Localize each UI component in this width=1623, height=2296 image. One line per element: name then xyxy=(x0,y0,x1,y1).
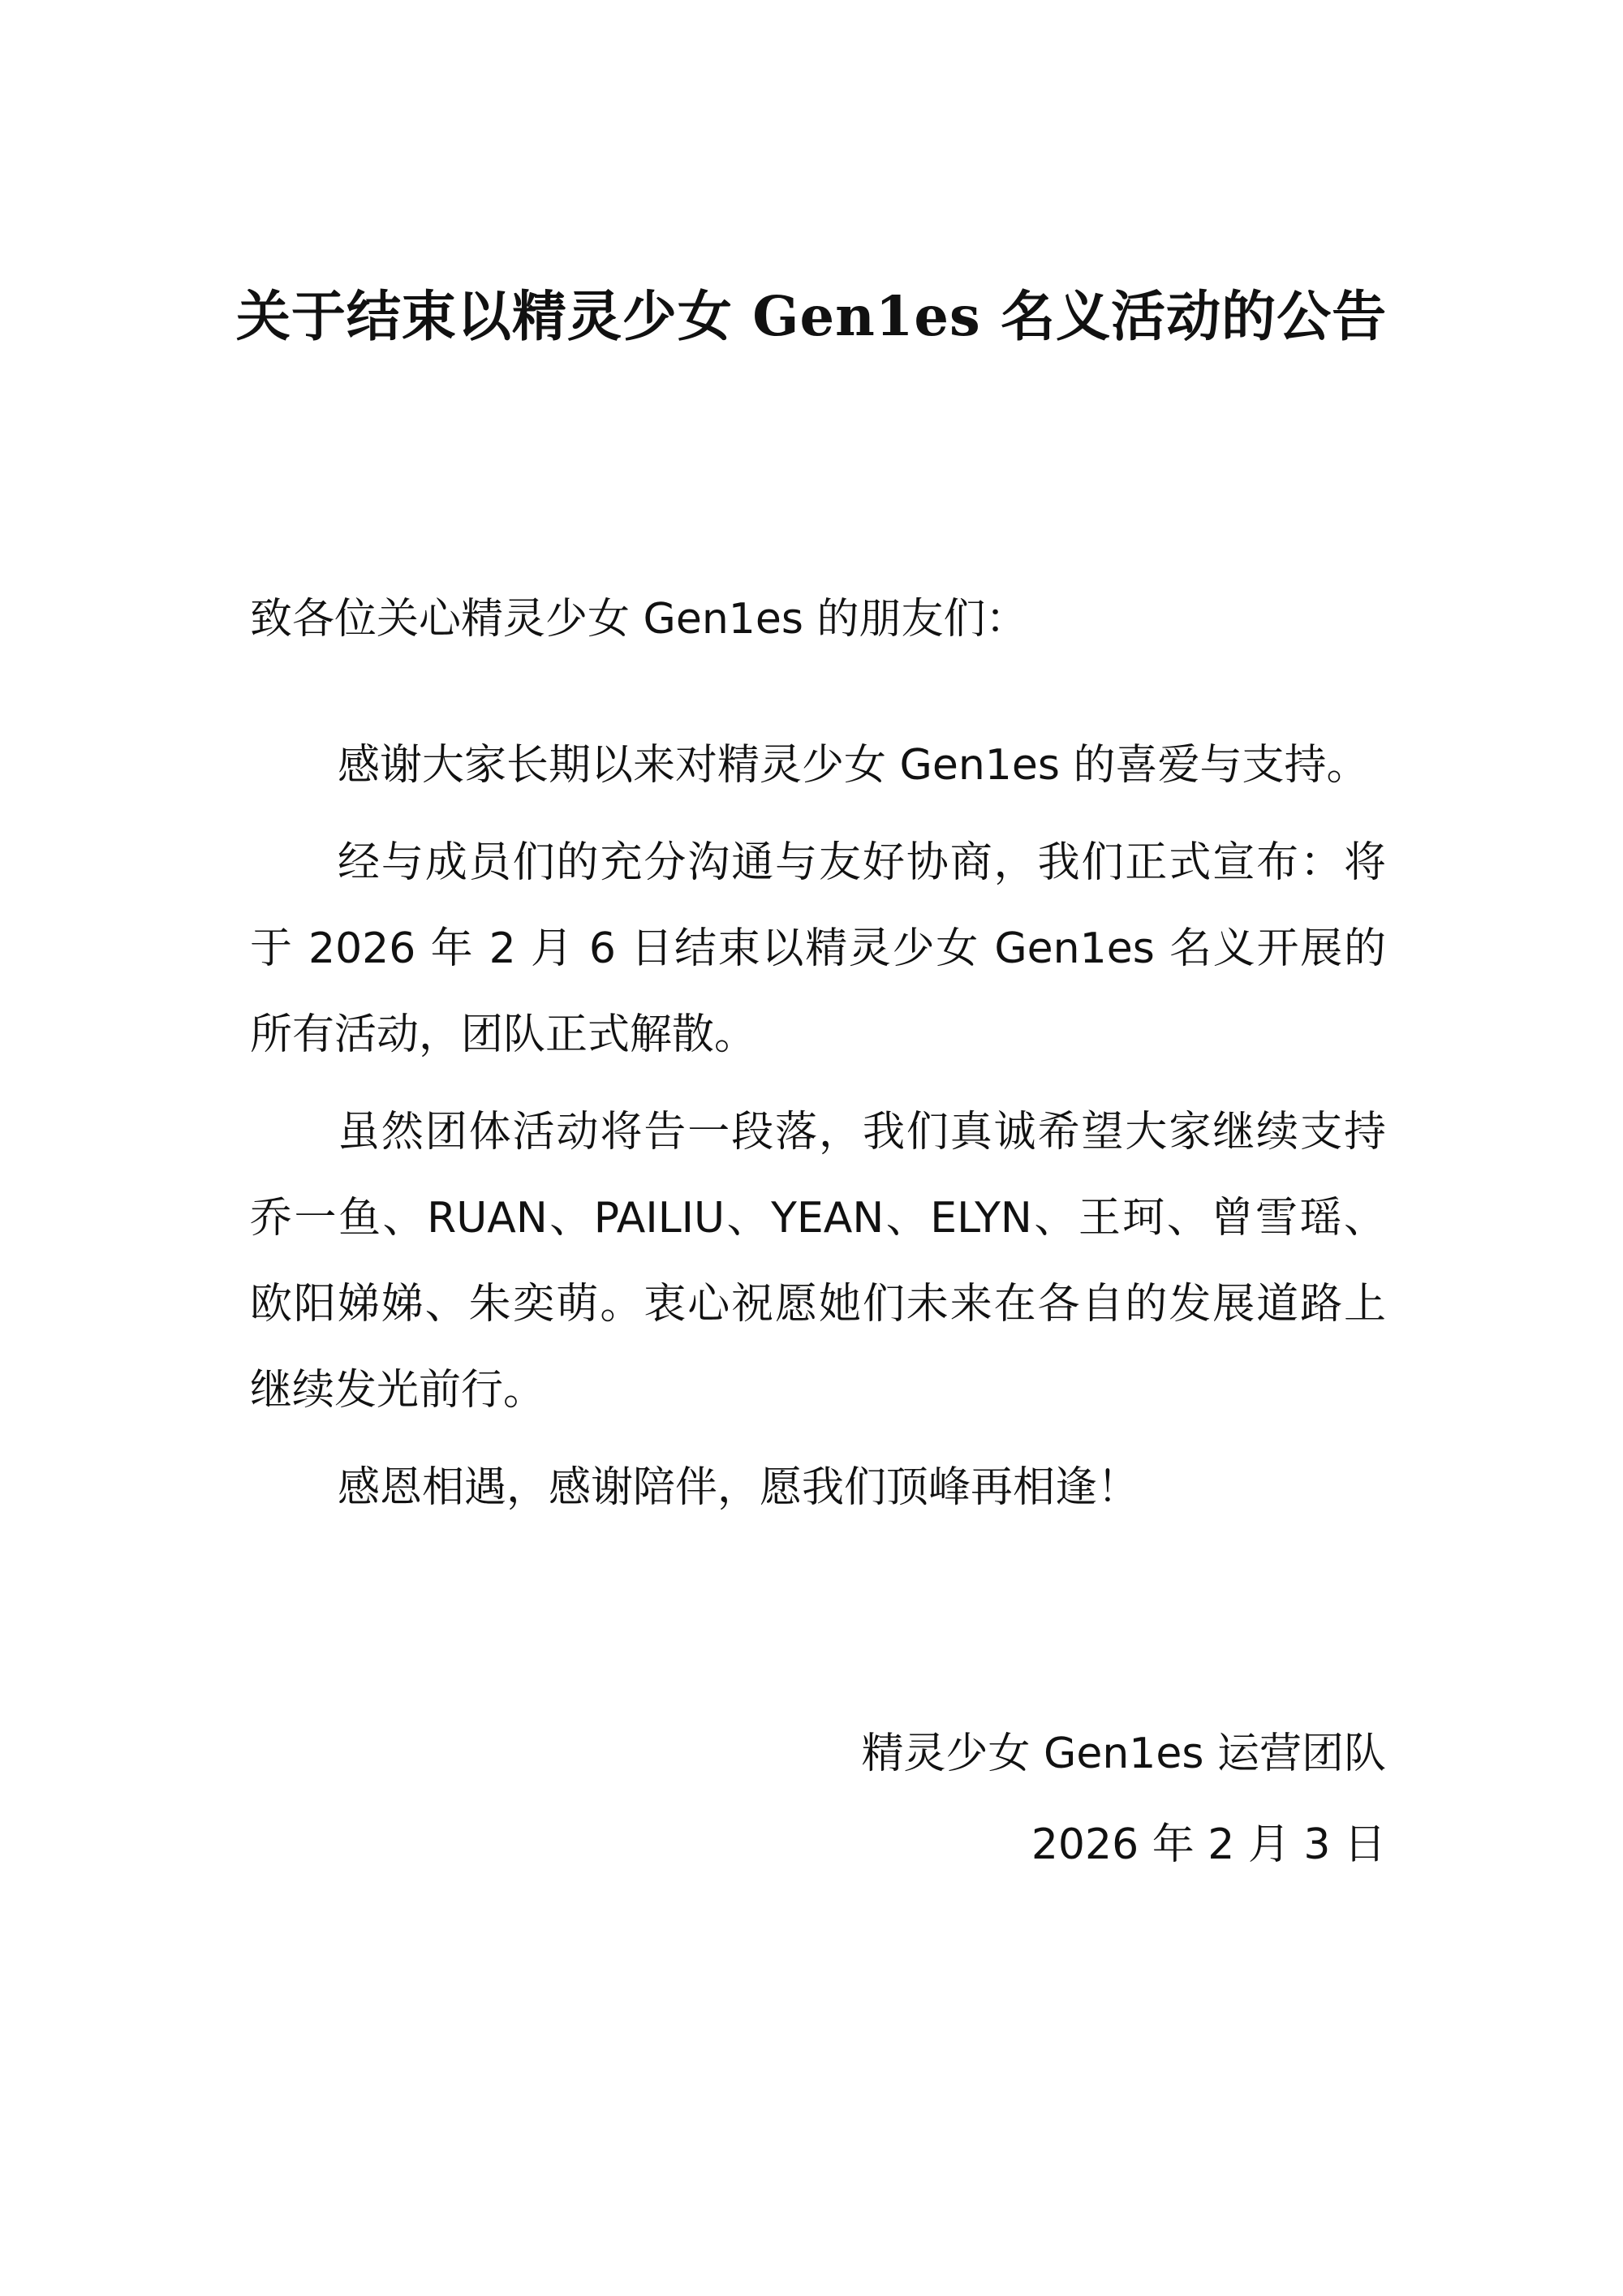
document-title: 关于结束以精灵少女 Gen1es 名义活动的公告 xyxy=(235,284,1388,348)
paragraph-closing: 感恩相遇，感谢陪伴，愿我们顶峰再相逢！ xyxy=(338,1463,1140,1512)
paragraph-members: 虽然团体活动将告一段落，我们真诚希望大家继续支持乔一鱼、RUAN、PAILIU、YEAN、ELYN、王珂、曾雪瑶、欧阳娣娣、朱奕萌。衷心祝愿她们未来在各自的发展道路上继续发光前行。 xyxy=(250,1108,1386,1415)
signature-date: 2026 年 2 月 3 日 xyxy=(1031,1820,1386,1869)
paragraph-announcement: 经与成员们的充分沟通与友好协商，我们正式宣布：将于 2026 年 2 月 6 日结束以精灵少女 Gen1es 名义开展的所有活动，团队正式解散。 xyxy=(250,838,1386,1059)
signature-organization: 精灵少女 Gen1es 运营团队 xyxy=(861,1730,1386,1778)
paragraph-thanks: 感谢大家长期以来对精灵少女 Gen1es 的喜爱与支持。 xyxy=(338,741,1369,790)
body-paragraphs xyxy=(250,722,1386,1542)
signature-block xyxy=(862,1711,1386,1893)
salutation: 致各位关心精灵少女 Gen1es 的朋友们： xyxy=(250,595,1028,644)
